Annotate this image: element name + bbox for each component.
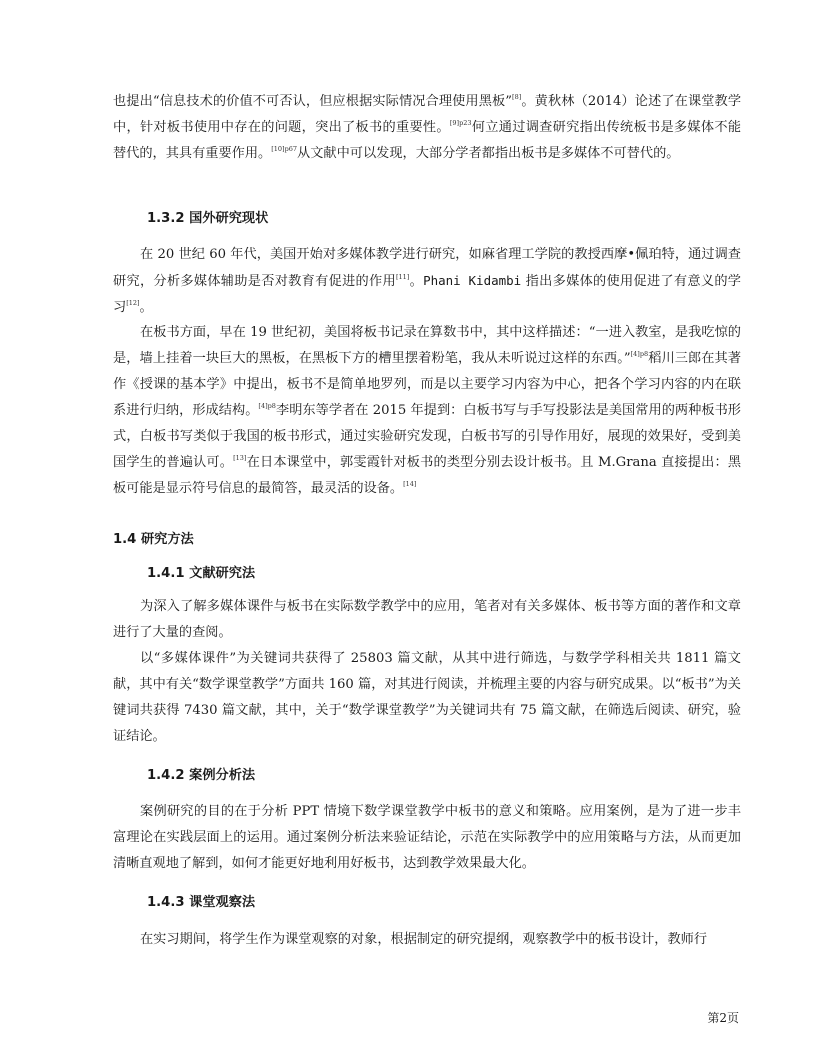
paragraph-classroom-observation: 在实习期间，将学生作为课堂观察的对象，根据制定的研究提纲，观察教学中的板书设计，教师行 [140,932,708,947]
text-span: 在 20 世纪 60 年代，美国开始对多媒体教学进行研究，如麻省理工学院的教授西摩•佩珀特，通过调查研究，分析多媒体辅助是否对教育有促进的作用 [113,247,741,289]
text-span: 稻川三郎在其著作《授课的基本学》中提出，板书不是简单地罗列，而是以主要学习内容为中心，把各个学习内容的内在联系进行归纳，形成结构。 [113,351,742,418]
citation-marker: [12] [126,299,140,308]
text-span: 在板书方面，早在 19 世纪初，美国将板书记录在算数书中，其中这样描述：“一进入教室，是我吃惊的是，墙上挂着一块巨大的黑板，在黑板下方的槽里摆着粉笔，我从未听说过这样的东西。” [113,325,741,366]
section-heading-1-4-1: 1.4.1 文献研究法 [147,566,256,581]
paragraph-literature-search: 以“多媒体课件”为关键词共获得了 25803 篇文献，从其中进行筛选，与数学学科相关共 1811 篇文献，其中有关“数学课堂教学”方面共 160 篇，对其进行阅读，并梳理主要的内容与研究成果。以“板书”为关键词共获得 7430 篇文献，其中，关于“数学课堂教学”为关键词共有 75 篇文献，在筛选后阅读、研究，验证结论。 [113,651,741,744]
page-number: 第2页 [707,1011,739,1025]
text-span: 也提出“信息技术的价值不可否认，但应根据实际情况合理使用黑板” [113,94,513,109]
section-heading-1-4: 1.4 研究方法 [113,532,194,547]
citation-marker: [8] [512,93,522,102]
citation-marker: [10]p67 [271,145,298,154]
paragraph-case-analysis: 案例研究的目的在于分析 PPT 情境下数学课堂教学中板书的意义和策略。应用案例，是为了进一步丰富理论在实践层面上的运用。通过案例分析法来验证结论，示范在实际教学中的应用策略与方法，从而更加清晰直观地了解到，如何才能更好地利用好板书，达到教学效果最大化。 [113,804,741,871]
author-name: Phani Kidambi [423,273,522,288]
section-heading-1-3-2: 1.3.2 国外研究现状 [147,211,269,226]
paragraph-foreign-blackboard [113,320,741,502]
paragraph-literature-method: 为深入了解多媒体课件与板书在实际数学教学中的应用，笔者对有关多媒体、板书等方面的著作和文章进行了大量的查阅。 [113,599,741,640]
text-span: 从文献中可以发现，大部分学者都指出板书是多媒体不可替代的。 [297,146,680,161]
citation-marker: [11] [395,273,410,282]
citation-marker: [4]p8 [258,402,276,411]
section-heading-1-4-3: 1.4.3 课堂观察法 [147,895,256,910]
section-heading-1-4-2: 1.4.2 案例分析法 [147,768,256,783]
text-span: 在日本课堂中，郭雯霞针对板书的类型分别去设计板书。且 M.Grana 直接提出：黑板可能是显示符号信息的最简答，最灵活的设备。 [113,455,742,496]
text-span: 何立通过调查研究指出传统板书是多媒体不能替代的，其具有重要作用。 [113,120,742,161]
citation-marker: [14] [403,480,417,489]
citation-marker: [4]p8 [630,350,649,359]
text-span: 。 [409,274,424,289]
citation-marker: [13] [233,454,247,463]
paragraph-foreign-multimedia [113,242,741,321]
text-span: 指出多媒体的使用促进了有意义的学习 [113,274,741,315]
text-span: 。黄秋林（2014）论述了在课堂教学中，针对板书使用中存在的问题，突出了板书的重要性。 [113,94,742,135]
text-span: 李明东等学者在 2015 年提到：白板书写与手写投影法是美国常用的两种板书形式，白板书写类似于我国的板书形式，通过实验研究发现，白板书写的引导作用好，展现的效果好，受到美国学生的普遍认可。 [113,403,741,470]
paragraph-domestic-summary [113,89,741,167]
text-span: 。 [139,300,153,315]
citation-marker: [9]p23 [449,119,472,128]
